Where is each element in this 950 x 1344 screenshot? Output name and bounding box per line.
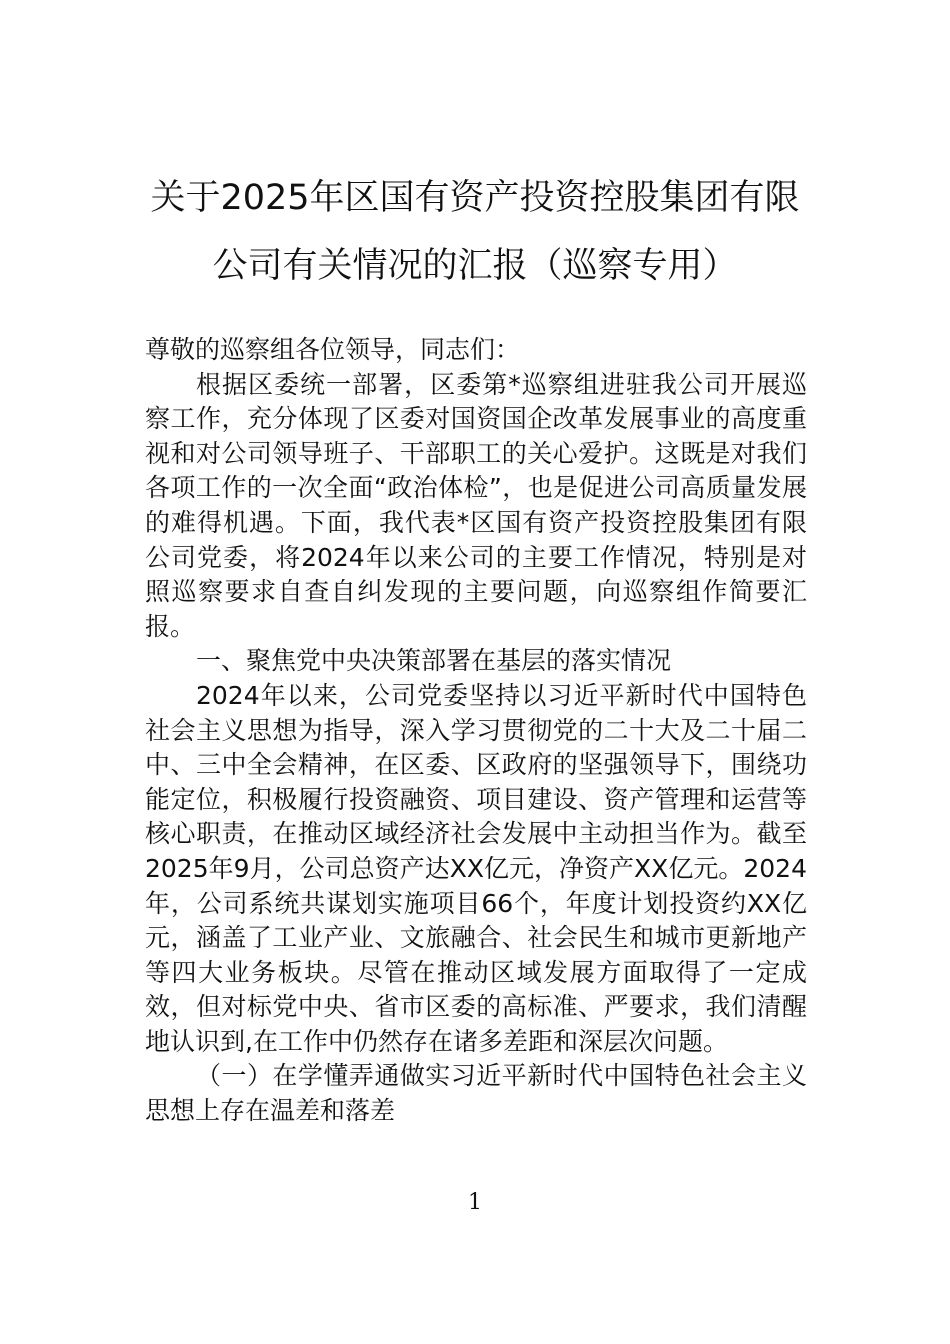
paragraph-intro: 根据区委统一部署，区委第*巡察组进驻我公司开展巡察工作，充分体现了区委对国资国企改革发展事业的高度重视和对公司领导班子、干部职工的关心爱护。这既是对我们各项工作的一次全面“政治体检”，也是促进公司高质量发展的难得机遇。下面，我代表*区国有资产投资控股集团有限公司党委，将2024年以来公司的主要工作情况，特别是对照巡察要求自查自纠发现的主要问题，向巡察组作简要汇报。	[145, 369, 807, 641]
document-title-line-1: 关于2025年区国有资产投资控股集团有限	[150, 178, 800, 218]
document-title-line-2: 公司有关情况的汇报（巡察专用）	[212, 246, 738, 286]
document-body	[145, 333, 807, 1129]
paragraph-overview: 2024年以来，公司党委坚持以习近平新时代中国特色社会主义思想为指导，深入学习贯彻党的二十大及二十届二中、三中全会精神，在区委、区政府的坚强领导下，围绕功能定位，积极履行投资融资、项目建设、资产管理和运营等核心职责，在推动区域经济社会发展中主动担当作为。截至2025年9月，公司总资产达XX亿元，净资产XX亿元。2024年，公司系统共谋划实施项目66个，年度计划投资约XX亿元，涵盖了工业产业、文旅融合、社会民生和城市更新地产等四大业务板块。尽管在推动区域发展方面取得了一定成效，但对标党中央、省市区委的高标准、严要求，我们清醒地认识到,在工作中仍然存在诸多差距和深层次问题。	[145, 680, 807, 1056]
salutation: 尊敬的巡察组各位领导，同志们：	[145, 335, 521, 364]
subsection-heading-1: （一）在学懂弄通做实习近平新时代中国特色社会主义思想上存在温差和落差	[145, 1061, 807, 1126]
section-heading-1: 一、聚焦党中央决策部署在基层的落实情况	[196, 646, 672, 676]
page-number: 1	[468, 1190, 482, 1215]
